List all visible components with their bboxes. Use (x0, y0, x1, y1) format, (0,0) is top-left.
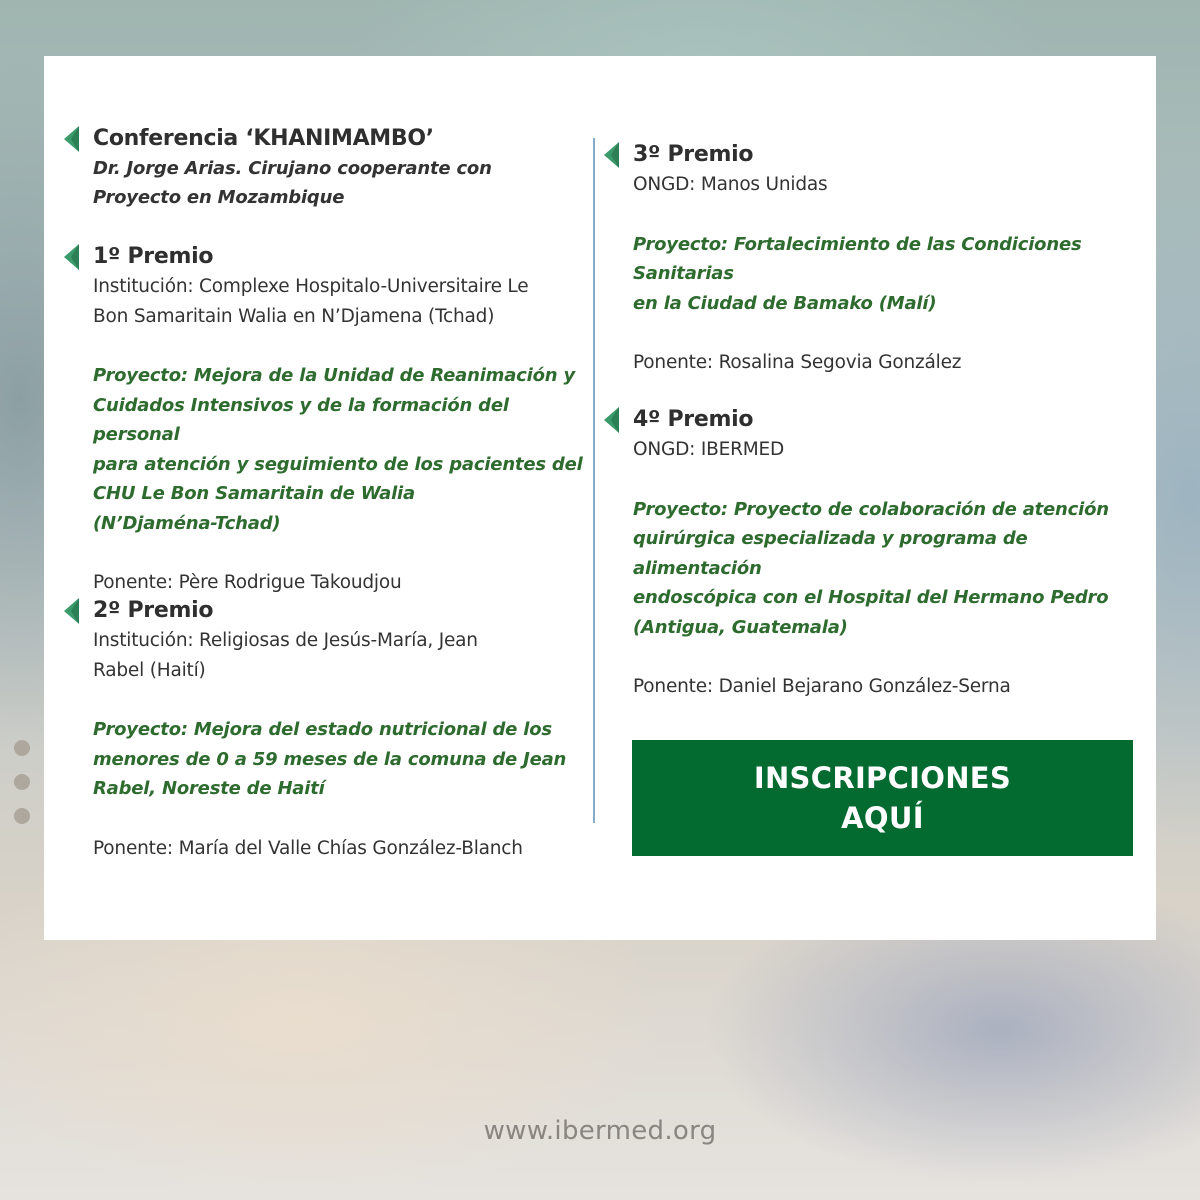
conference-speaker-line: Proyecto en Mozambique (93, 187, 345, 208)
leaf-bullet-icon (64, 598, 79, 624)
prize-project-line: (N’Djaména-Tchad) (93, 512, 281, 534)
prize-project-line: (Antigua, Guatemala) (633, 616, 848, 638)
prize-speaker: Ponente: Daniel Bejarano González-Serna (633, 676, 1011, 697)
prize-project-line: Proyecto: Mejora de la Unidad de Reanimación y (93, 365, 575, 386)
leaf-bullet-icon (64, 126, 79, 152)
prize-project-line: en la Ciudad de Bamako (Malí) (633, 292, 937, 314)
prize-project-line: para atención y seguimiento de los pacientes del (93, 453, 583, 475)
prize-speaker: Ponente: María del Valle Chías González-Blanch (93, 837, 523, 859)
prize-project-line: quirúrgica especializada y programa de alimentación (633, 528, 1028, 579)
register-button-line2: AQUÍ (841, 801, 924, 835)
prize-title: 3º Premio (633, 142, 754, 167)
prize-2 (64, 596, 584, 863)
prize-4 (604, 405, 1144, 702)
prize-speaker: Ponente: Père Rodrigue Takoudjou (93, 572, 402, 593)
prize-title: 2º Premio (93, 598, 214, 623)
prize-3 (604, 140, 1144, 378)
register-button-line1: INSCRIPCIONES (753, 761, 1012, 795)
carousel-dot (14, 740, 30, 756)
prize-org-line: ONGD: Manos Unidas (633, 174, 828, 195)
prize-project-line: Rabel, Noreste de Haití (93, 778, 325, 799)
leaf-bullet-icon (604, 407, 619, 433)
prize-project-line: menores de 0 a 59 meses de la comuna de Jean (93, 748, 567, 770)
website-link[interactable]: www.ibermed.org (483, 1116, 717, 1146)
prize-title: 1º Premio (93, 244, 214, 269)
leaf-bullet-icon (64, 244, 79, 270)
conference-item (64, 124, 584, 212)
prize-project-line: Proyecto: Proyecto de colaboración de atención (633, 498, 1109, 520)
prize-1 (64, 242, 584, 598)
prize-org-line: Institución: Religiosas de Jesús-María, Jean (93, 630, 478, 651)
carousel-dot (14, 774, 30, 790)
prize-org-line: Bon Samaritain Walia en N’Djamena (Tchad) (93, 305, 495, 327)
leaf-bullet-icon (604, 142, 619, 168)
column-divider (593, 138, 595, 823)
carousel-dot (14, 808, 30, 824)
register-button[interactable] (632, 740, 1133, 856)
prize-project-line: endoscópica con el Hospital del Hermano Pedro (633, 587, 1109, 608)
prize-project-line: Proyecto: Fortalecimiento de las Condiciones Sanitarias (633, 233, 1082, 284)
prize-project-line: Proyecto: Mejora del estado nutricional de los (93, 719, 552, 740)
prize-org-line: Rabel (Haití) (93, 659, 206, 681)
prize-title: 4º Premio (633, 407, 754, 432)
carousel-dots (14, 740, 30, 842)
conference-speaker-line: Dr. Jorge Arias. Cirujano cooperante con (93, 158, 492, 179)
prize-org-line: Institución: Complexe Hospitalo-Universitaire Le (93, 276, 529, 297)
conference-title: Conferencia ‘KHANIMAMBO’ (93, 126, 434, 151)
prize-speaker: Ponente: Rosalina Segovia González (633, 352, 962, 373)
prize-project-line: Cuidados Intensivos y de la formación del personal (93, 394, 509, 445)
content-card (44, 56, 1156, 940)
prize-org-line: ONGD: IBERMED (633, 439, 785, 460)
prize-project-line: CHU Le Bon Samaritain de Walia (93, 483, 415, 504)
